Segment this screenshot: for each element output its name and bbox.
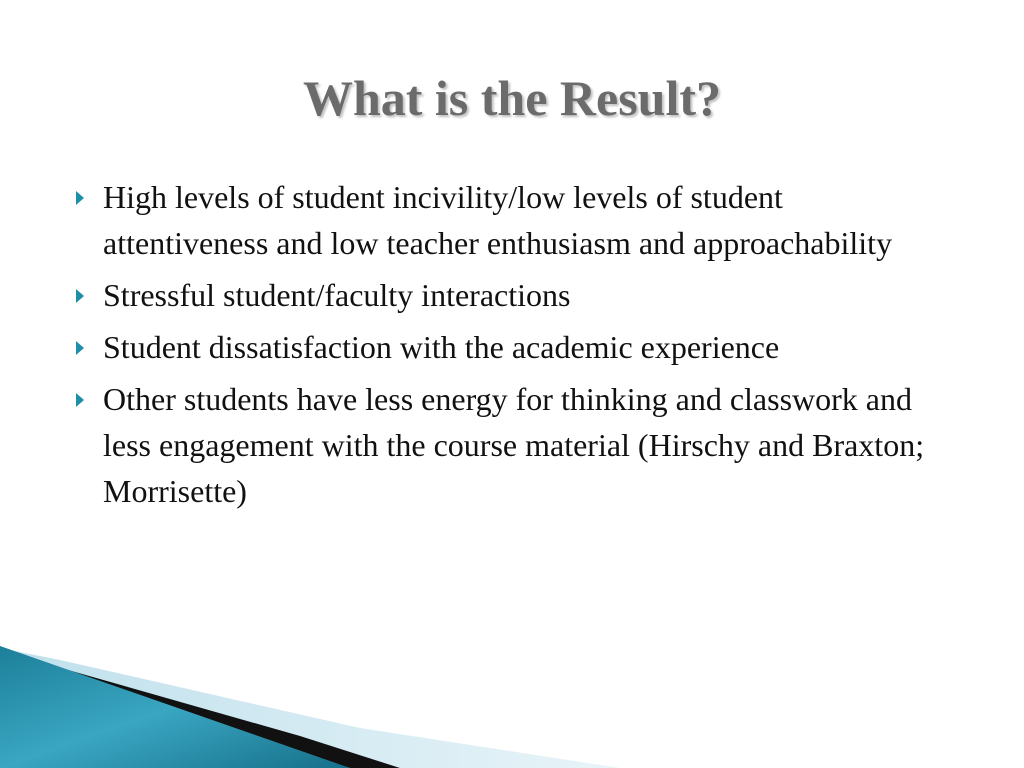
bullet-list [70,174,950,520]
triangle-right-icon [76,289,84,303]
bullet-item [70,174,950,266]
bullet-text: High levels of student incivility/low levels of student attentiveness and low teacher enthusiasm and approachability [103,179,893,261]
bullet-text: Student dissatisfaction with the academic experience [103,329,780,365]
triangle-right-icon [76,341,84,355]
bullet-item [70,376,950,514]
bullet-item [70,272,950,318]
bullet-text: Stressful student/faculty interactions [103,277,571,313]
bullet-text: Other students have less energy for thinking and classwork and less engagement with the course material (Hirschy and Braxton; Morrisette) [103,381,925,509]
slide-title: What is the Result? [302,70,722,126]
corner-decoration [0,640,1024,768]
bullet-item [70,324,950,370]
triangle-right-icon [76,393,84,407]
triangle-right-icon [76,191,84,205]
